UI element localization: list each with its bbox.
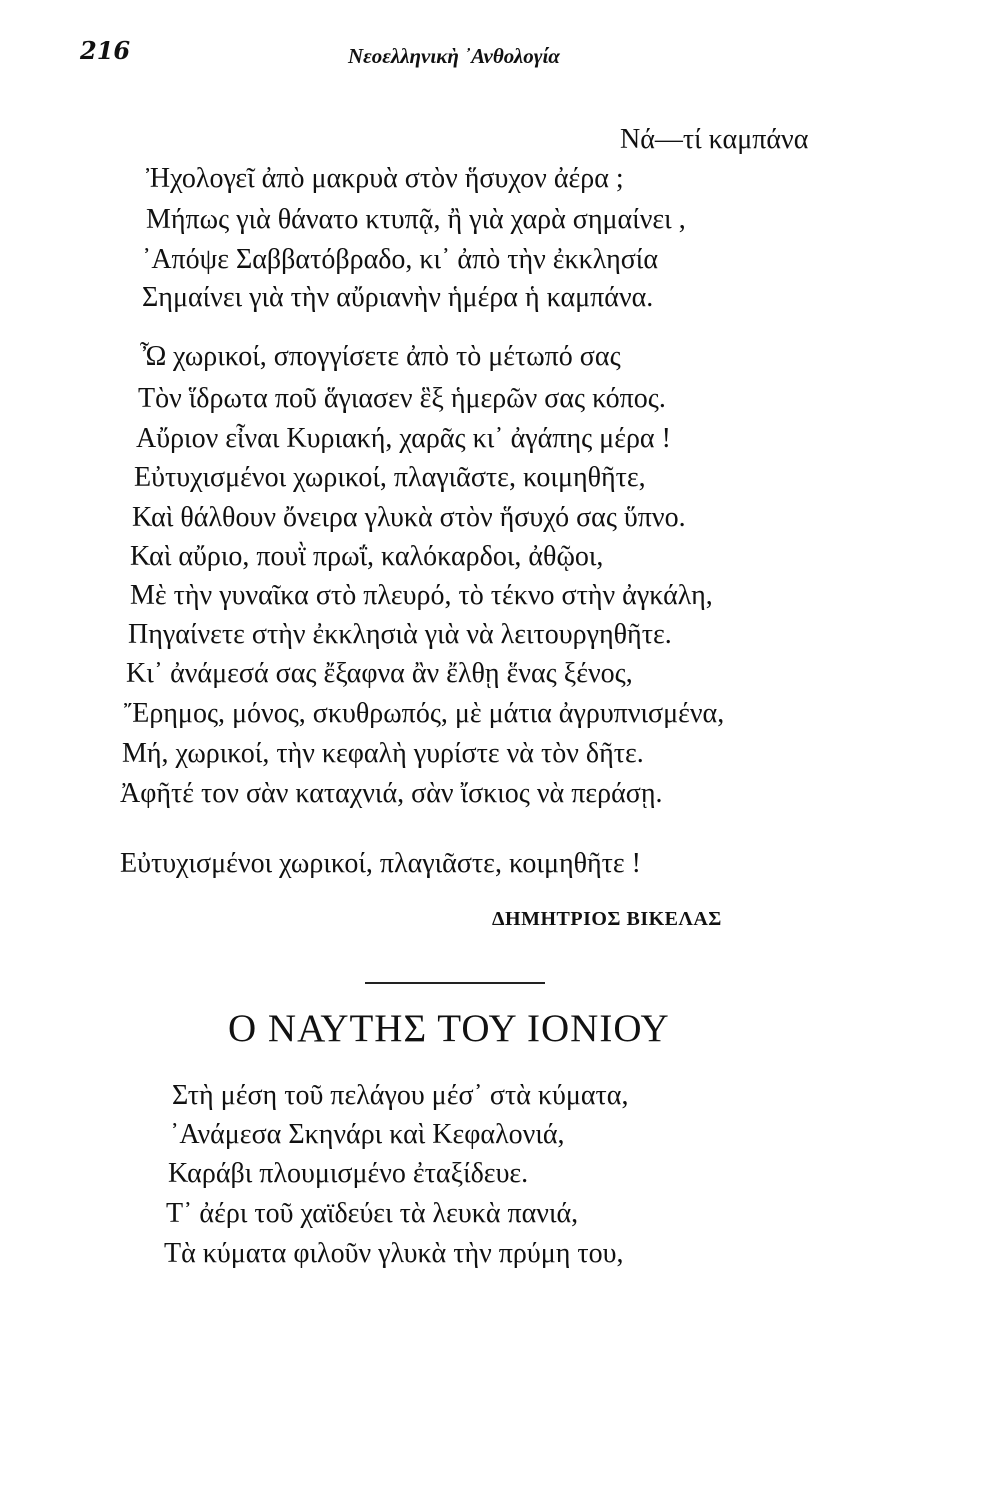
poem-line: Κι᾿ ἀνάμεσά σας ἔξαφνα ἂν ἔλθῃ ἕνας ξένος,	[126, 658, 633, 689]
poem-line: Καὶ αὔριο, πουῒ πρωΐ, καλόκαρδοι, ἀθῷοι,	[130, 541, 604, 572]
poem-line: Ὦ χωρικοί, σπογγίσετε ἀπὸ τὸ μέτωπό σας	[140, 341, 621, 372]
section-divider	[365, 982, 545, 984]
poem-line: Αὔριον εἶναι Κυριακή, χαρᾶς κι᾿ ἀγάπης μέρα !	[136, 423, 671, 454]
poem-line: Τὸν ἵδρωτα ποῦ ἅγιασεν ἓξ ἡμερῶν σας κόπος.	[138, 383, 666, 414]
poem-line: Ἀφῆτέ τον σὰν καταχνιά, σὰν ἴσκιος νὰ περάσῃ.	[120, 778, 663, 809]
poem-line: Νά—τί καμπάνα	[620, 124, 809, 155]
poem-line: Σημαίνει γιὰ τὴν αὔριανὴν ἡμέρα ἡ καμπάνα.	[142, 282, 654, 313]
poem-line: Τὰ κύματα φιλοῦν γλυκὰ τὴν πρύμη του,	[164, 1238, 624, 1269]
poem-line: ᾿Ανάμεσα Σκηνάρι καὶ Κεφαλονιά,	[170, 1119, 565, 1150]
poem-line: Ἠχολογεῖ ἀπὸ μακρυὰ στὸν ἥσυχον ἀέρα ;	[146, 163, 624, 194]
poem-line: Πηγαίνετε στὴν ἐκκλησιὰ γιὰ νὰ λειτουργηθῆτε.	[128, 619, 672, 650]
poem-line: Στὴ μέση τοῦ πελάγου μέσ᾿ στὰ κύματα,	[172, 1080, 629, 1111]
poem-line: Μήπως γιὰ θάνατο κτυπᾷ, ἢ γιὰ χαρὰ σημαίνει ,	[146, 204, 686, 235]
poem-line: Μή, χωρικοί, τὴν κεφαλὴ γυρίστε νὰ τὸν δῆτε.	[122, 738, 644, 769]
poem-line: Καὶ θάλθουν ὄνειρα γλυκὰ στὸν ἥσυχό σας ὕπνο.	[132, 502, 686, 533]
poem-title: Ο ΝΑΥΤΗΣ ΤΟΥ ΙΟΝΙΟΥ	[228, 1007, 670, 1050]
author-signature: ΔΗΜΗΤΡΙΟΣ ΒΙΚΕΛΑΣ	[492, 908, 722, 930]
poem-line: Τ᾿ ἀέρι τοῦ χαϊδεύει τὰ λευκὰ πανιά,	[166, 1198, 579, 1229]
running-title: Νεοελληνικὴ ᾿Ανθολογία	[348, 44, 560, 68]
poem-line: ᾿Απόψε Σαββατόβραδο, κι᾿ ἀπὸ τὴν ἐκκλησία	[142, 244, 659, 275]
poem-line-closing: Εὐτυχισμένοι χωρικοί, πλαγιᾶστε, κοιμηθῆτε !	[120, 848, 642, 879]
poem-line: Εὐτυχισμένοι χωρικοί, πλαγιᾶστε, κοιμηθῆτε,	[134, 462, 646, 493]
page-number: 216	[80, 36, 131, 65]
poem-line: Ἔρημος, μόνος, σκυθρωπός, μὲ μάτια ἀγρυπνισμένα,	[124, 698, 725, 729]
poem-line: Μὲ τὴν γυναῖκα στὸ πλευρό, τὸ τέκνο στὴν ἀγκάλη,	[130, 580, 713, 611]
poem-line: Καράβι πλουμισμένο ἐταξίδευε.	[168, 1158, 529, 1189]
